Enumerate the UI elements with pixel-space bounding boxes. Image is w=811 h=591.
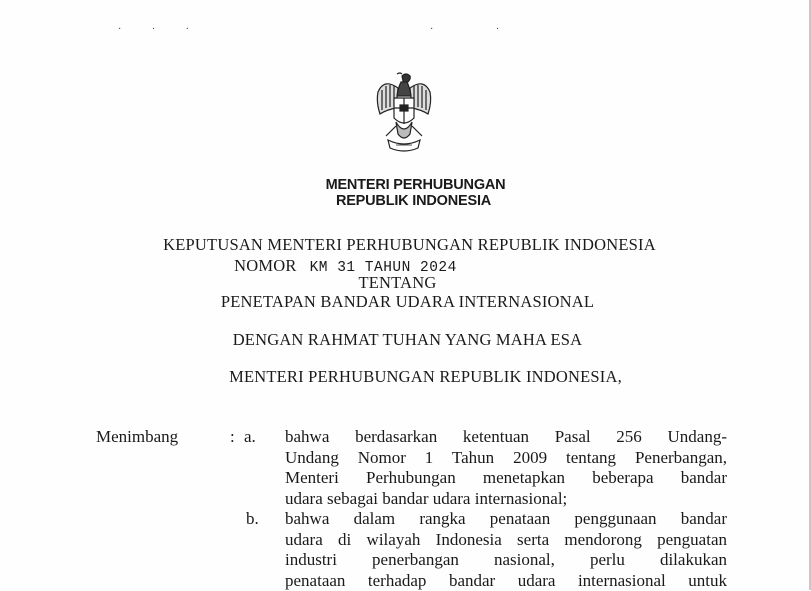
clause-line: Menteri Perhubungan menetapkan beberapa bandar bbox=[285, 468, 727, 488]
clause-line: penataan terhadap bandar udara internasional untuk bbox=[285, 570, 727, 590]
tentang-label: TENTANG bbox=[358, 273, 437, 292]
clause-a bbox=[285, 427, 727, 509]
clause-line: udara sebagai bandar udara internasional; bbox=[285, 488, 568, 508]
garuda-emblem-icon bbox=[372, 70, 436, 162]
clause-line: industri penerbangan nasional, perlu dilakukan bbox=[285, 550, 727, 570]
invocation: DENGAN RAHMAT TUHAN YANG MAHA ESA bbox=[232, 330, 583, 349]
clause-line: bahwa berdasarkan ketentuan Pasal 256 Undang- bbox=[285, 427, 727, 446]
scan-specks: · · · bbox=[118, 24, 203, 35]
clause-b-marker: b. bbox=[246, 509, 259, 528]
scan-specks: · · bbox=[430, 24, 530, 35]
clause-line: udara di wilayah Indonesia serta mendorong penguatan bbox=[285, 529, 727, 549]
clause-line: bahwa dalam rangka penataan penggunaan bandar bbox=[285, 509, 727, 528]
issuer-line: MENTERI PERHUBUNGAN REPUBLIK INDONESIA, bbox=[229, 367, 622, 386]
republic-heading: REPUBLIK INDONESIA bbox=[335, 193, 492, 209]
clause-a-marker: a. bbox=[244, 427, 256, 446]
clause-line: Undang Nomor 1 Tahun 2009 tentang Penerbangan, bbox=[285, 447, 727, 467]
decree-subject: PENETAPAN BANDAR UDARA INTERNASIONAL bbox=[220, 292, 595, 311]
menimbang-colon: : bbox=[230, 427, 235, 446]
menimbang-label: Menimbang bbox=[96, 427, 179, 446]
nomor-value: KM 31 TAHUN 2024 bbox=[309, 260, 457, 276]
decree-title: KEPUTUSAN MENTERI PERHUBUNGAN REPUBLIK INDONESIA bbox=[163, 235, 656, 254]
clause-b bbox=[285, 509, 727, 591]
ministry-heading: MENTERI PERHUBUNGAN bbox=[325, 177, 506, 193]
nomor-label: NOMOR bbox=[234, 256, 297, 275]
